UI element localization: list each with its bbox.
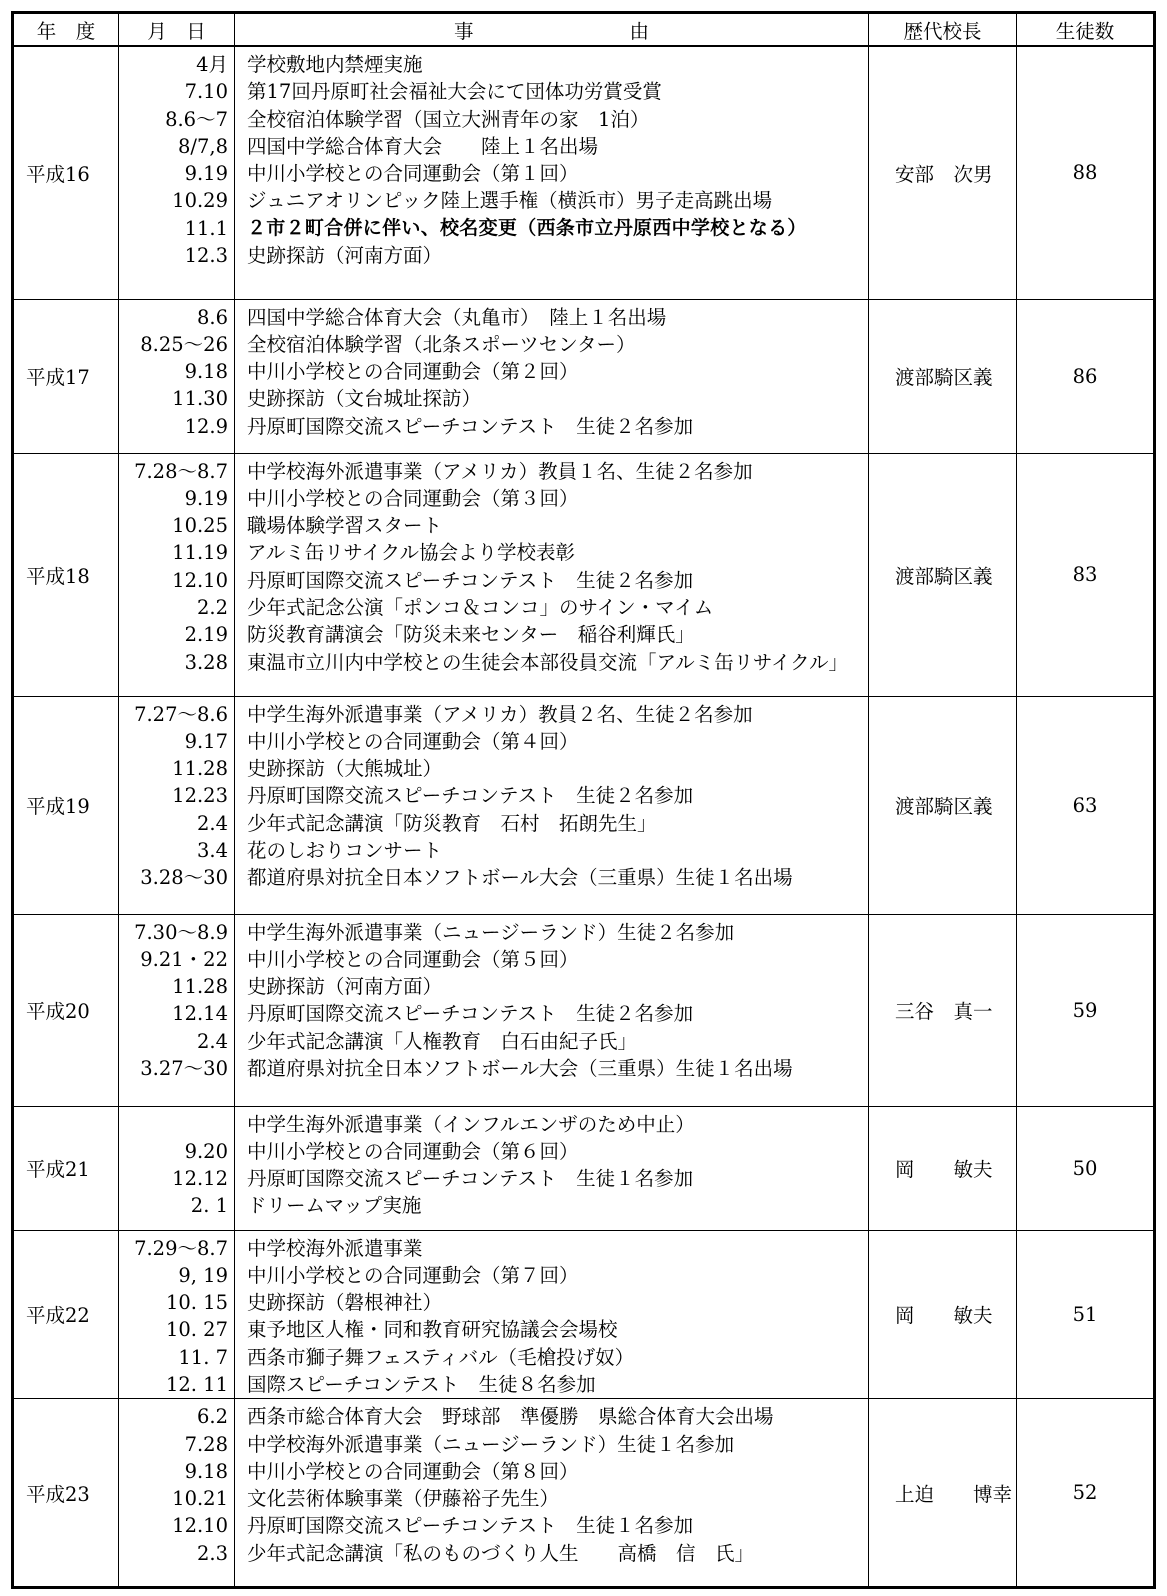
- event-entry: 花のしおりコンサート: [247, 838, 443, 862]
- event-entry: 中川小学校との合同運動会（第６回）: [247, 1139, 579, 1163]
- year-cell: 平成19: [13, 696, 119, 914]
- date-entry: 11. 7: [178, 1345, 228, 1369]
- header-row: [13, 13, 1155, 47]
- year-cell: 平成22: [13, 1230, 119, 1399]
- students-cell: 52: [1017, 1399, 1155, 1588]
- dates-cell: [119, 1230, 235, 1399]
- date-entry: 10. 27: [165, 1318, 228, 1342]
- event-entry: 史跡探訪（文台城址探訪）: [247, 387, 482, 411]
- event-entry: 中川小学校との合同運動会（第４回）: [247, 729, 579, 753]
- principal-cell: 渡部騎区義: [869, 299, 1017, 453]
- date-entry: 9.20: [184, 1139, 228, 1163]
- event-entry: 都道府県対抗全日本ソフトボール大会（三重県）生徒１名出場: [247, 1056, 793, 1080]
- event-entry: 全校宿泊体験学習（北条スポーツセンター）: [247, 332, 636, 356]
- students-cell: 63: [1017, 696, 1155, 914]
- date-entry: 3.28～30: [140, 866, 228, 890]
- dates-cell: [119, 1106, 235, 1230]
- principal-cell: 渡部騎区義: [869, 453, 1017, 696]
- dates-cell: [119, 46, 235, 299]
- date-entry: 8.25～26: [140, 332, 228, 356]
- date-entry: 11.30: [172, 387, 228, 411]
- events-cell: [235, 1399, 869, 1588]
- event-entry: 文化芸術体験事業（伊藤裕子先生）: [247, 1487, 560, 1511]
- event-entry: 国際スピーチコンテスト 生徒８名参加: [247, 1372, 596, 1396]
- date-entry: 10.25: [172, 514, 228, 538]
- date-entry: 7.28: [184, 1432, 228, 1456]
- year-cell: 平成23: [13, 1399, 119, 1588]
- date-entry: 2.4: [196, 811, 228, 835]
- event-entry: 中川小学校との合同運動会（第３回）: [247, 486, 579, 510]
- event-entry: 史跡探訪（河南方面）: [247, 975, 443, 999]
- date-entry: 2.3: [196, 1541, 228, 1565]
- events-cell: [235, 1106, 869, 1230]
- event-entry: 第17回丹原町社会福祉大会にて団体功労賞受賞: [247, 80, 662, 104]
- students-cell: 51: [1017, 1230, 1155, 1399]
- event-entry: 全校宿泊体験学習（国立大洲青年の家 1泊）: [247, 107, 650, 131]
- date-entry: 8.6: [196, 305, 228, 329]
- header-date: 月 日: [119, 13, 235, 47]
- history-page: [11, 11, 1153, 1589]
- school-history-table: [11, 11, 1156, 1589]
- date-entry: 9, 19: [178, 1263, 228, 1287]
- date-entry: 12.10: [172, 568, 228, 592]
- date-entry: 12.10: [172, 1514, 228, 1538]
- events-cell: [235, 46, 869, 299]
- date-entry: 9.18: [184, 1459, 228, 1483]
- students-cell: 59: [1017, 914, 1155, 1106]
- date-entry: 9.17: [184, 729, 228, 753]
- table-row: [13, 1399, 1155, 1588]
- date-entry: 3.27～30: [140, 1056, 228, 1080]
- event-entry: 都道府県対抗全日本ソフトボール大会（三重県）生徒１名出場: [247, 866, 793, 890]
- event-entry: 東予地区人権・同和教育研究協議会会場校: [247, 1318, 618, 1342]
- event-entry: 中学生海外派遣事業（アメリカ）教員２名、生徒２名参加: [247, 702, 753, 726]
- principal-cell: 岡 敏夫: [869, 1230, 1017, 1399]
- event-entry: 中学校海外派遣事業（アメリカ）教員１名、生徒２名参加: [247, 459, 753, 483]
- events-cell: [235, 453, 869, 696]
- event-entry: 丹原町国際交流スピーチコンテスト 生徒２名参加: [247, 414, 694, 438]
- event-entry: 史跡探訪（河南方面）: [247, 244, 443, 268]
- date-entry: 6.2: [196, 1405, 228, 1429]
- date-entry: 12.14: [172, 1002, 228, 1026]
- date-entry: 9.21・22: [140, 947, 228, 971]
- event-entry: 史跡探訪（大熊城址）: [247, 757, 443, 781]
- date-entry: 11.28: [172, 975, 228, 999]
- event-entry: 中川小学校との合同運動会（第８回）: [247, 1459, 579, 1483]
- table-row: [13, 1106, 1155, 1230]
- date-entry: 8.6～7: [165, 107, 228, 131]
- events-cell: [235, 299, 869, 453]
- event-entry: 中学生海外派遣事業（ニュージーランド）生徒２名参加: [247, 920, 735, 944]
- date-entry: 10.29: [172, 189, 228, 213]
- event-entry: ２市２町合併に伴い、校名変更（西条市立丹原西中学校となる）: [247, 216, 807, 239]
- students-cell: 50: [1017, 1106, 1155, 1230]
- event-entry: 東温市立川内中学校との生徒会本部役員交流「アルミ缶リサイクル」: [247, 650, 848, 674]
- principal-cell: 岡 敏夫: [869, 1106, 1017, 1230]
- dates-cell: [119, 453, 235, 696]
- event-entry: 丹原町国際交流スピーチコンテスト 生徒１名参加: [247, 1514, 694, 1538]
- event-entry: ジュニアオリンピック陸上選手権（横浜市）男子走高跳出場: [247, 189, 773, 213]
- date-entry: 9.18: [184, 360, 228, 384]
- events-cell: [235, 696, 869, 914]
- dates-cell: [119, 696, 235, 914]
- date-entry: 8/7,8: [178, 134, 228, 158]
- event-entry: アルミ缶リサイクル協会より学校表彰: [247, 541, 575, 565]
- date-entry: 2. 1: [190, 1194, 228, 1218]
- date-entry: 7.10: [184, 80, 228, 104]
- event-entry: ドリームマップ実施: [247, 1194, 422, 1218]
- event-entry: 学校敷地内禁煙実施: [247, 53, 423, 76]
- events-cell: [235, 914, 869, 1106]
- date-entry: 7.27～8.6: [134, 702, 228, 726]
- event-entry: 四国中学総合体育大会 陸上１名出場: [247, 134, 599, 158]
- date-entry: 7.30～8.9: [134, 920, 228, 944]
- table-row: [13, 299, 1155, 453]
- event-entry: 少年式記念講演「防災教育 石村 拓朗先生」: [247, 811, 657, 835]
- table-row: [13, 914, 1155, 1106]
- header-event: 事 由: [235, 13, 869, 47]
- event-entry: 丹原町国際交流スピーチコンテスト 生徒２名参加: [247, 1002, 694, 1026]
- year-cell: 平成21: [13, 1106, 119, 1230]
- date-entry: 12.9: [184, 414, 228, 438]
- students-cell: 88: [1017, 46, 1155, 299]
- students-cell: 83: [1017, 453, 1155, 696]
- event-entry: 防災教育講演会「防災未来センター 稲谷利輝氏」: [247, 623, 695, 647]
- table-row: [13, 696, 1155, 914]
- event-entry: 西条市獅子舞フェスティバル（毛槍投げ奴）: [247, 1345, 635, 1369]
- header-principal: 歴代校長: [869, 13, 1017, 47]
- dates-cell: [119, 914, 235, 1106]
- date-entry: 11.28: [172, 757, 228, 781]
- principal-cell: 上迫 博幸: [869, 1399, 1017, 1588]
- event-entry: 中学生海外派遣事業（インフルエンザのため中止）: [247, 1112, 695, 1136]
- date-entry: 2.19: [184, 623, 228, 647]
- year-cell: 平成16: [13, 46, 119, 299]
- date-entry: 11.1: [184, 216, 228, 240]
- event-entry: 史跡探訪（磐根神社）: [247, 1291, 443, 1315]
- event-entry: 職場体験学習スタート: [247, 514, 443, 538]
- date-entry: 12.23: [172, 784, 228, 808]
- event-entry: 中川小学校との合同運動会（第７回）: [247, 1263, 579, 1287]
- date-entry: 2.4: [196, 1029, 228, 1053]
- dates-cell: [119, 1399, 235, 1588]
- dates-cell: [119, 299, 235, 453]
- date-entry: 10. 15: [165, 1291, 228, 1315]
- principal-cell: 渡部騎区義: [869, 696, 1017, 914]
- year-cell: 平成20: [13, 914, 119, 1106]
- date-entry: 4月: [196, 53, 228, 76]
- year-cell: 平成18: [13, 453, 119, 696]
- principal-cell: 安部 次男: [869, 46, 1017, 299]
- date-entry: 12.3: [184, 244, 228, 268]
- event-entry: 四国中学総合体育大会（丸亀市） 陸上１名出場: [247, 305, 667, 329]
- event-entry: 中学校海外派遣事業: [247, 1236, 423, 1260]
- event-entry: 丹原町国際交流スピーチコンテスト 生徒２名参加: [247, 568, 694, 592]
- event-entry: 丹原町国際交流スピーチコンテスト 生徒１名参加: [247, 1167, 694, 1191]
- date-entry: 2.2: [196, 595, 228, 619]
- table-row: [13, 453, 1155, 696]
- event-entry: 中川小学校との合同運動会（第２回）: [247, 360, 579, 384]
- header-year: 年 度: [13, 13, 119, 47]
- date-entry: 12.12: [172, 1167, 228, 1191]
- event-entry: 西条市総合体育大会 野球部 準優勝 県総合体育大会出場: [247, 1405, 774, 1429]
- event-entry: 少年式記念公演「ポンコ＆コンコ」のサイン・マイム: [247, 595, 714, 619]
- table-row: [13, 1230, 1155, 1399]
- date-entry: 9.19: [184, 486, 228, 510]
- principal-cell: 三谷 真一: [869, 914, 1017, 1106]
- history-body: [13, 46, 1155, 1588]
- date-entry: 3.28: [184, 650, 228, 674]
- table-row: [13, 46, 1155, 299]
- event-entry: 少年式記念講演「人権教育 白石由紀子氏」: [247, 1029, 638, 1053]
- date-entry: 7.28～8.7: [134, 459, 228, 483]
- events-cell: [235, 1230, 869, 1399]
- date-entry: 11.19: [172, 541, 228, 565]
- date-entry: 9.19: [184, 162, 228, 186]
- year-cell: 平成17: [13, 299, 119, 453]
- date-entry: 3.4: [196, 838, 228, 862]
- event-entry: 中川小学校との合同運動会（第５回）: [247, 947, 579, 971]
- event-entry: 少年式記念講演「私のものづくり人生 高橋 信 氏」: [247, 1541, 755, 1565]
- event-entry: 中学校海外派遣事業（ニュージーランド）生徒１名参加: [247, 1432, 735, 1456]
- students-cell: 86: [1017, 299, 1155, 453]
- date-entry: 10.21: [172, 1487, 228, 1511]
- date-entry: 12. 11: [165, 1372, 228, 1396]
- date-entry: 7.29～8.7: [134, 1236, 228, 1260]
- header-students: 生徒数: [1017, 13, 1155, 47]
- event-entry: 丹原町国際交流スピーチコンテスト 生徒２名参加: [247, 784, 694, 808]
- event-entry: 中川小学校との合同運動会（第１回）: [247, 162, 579, 186]
- date-entry: [119, 1111, 228, 1138]
